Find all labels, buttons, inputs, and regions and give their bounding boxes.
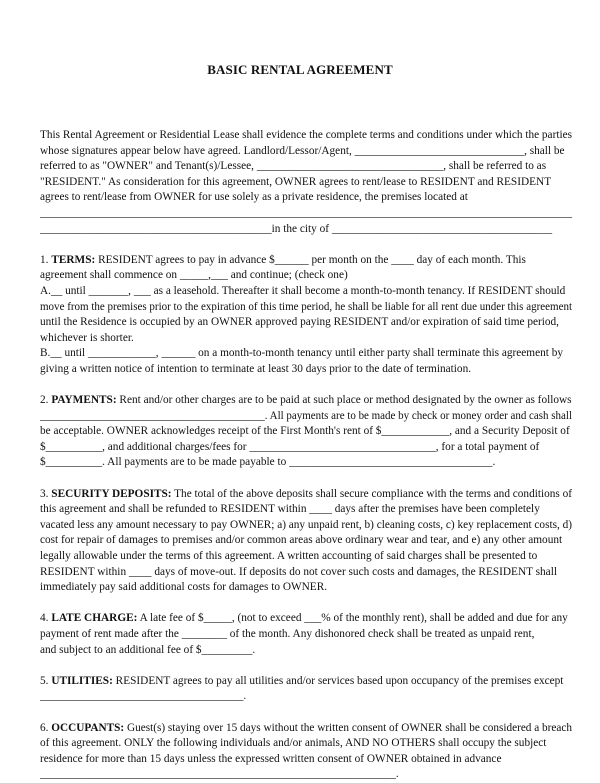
section-line: legally allowable under the terms of this agreement. A written accounting of said charges shall be presented to [40,550,538,563]
section-line: RESIDENT within ____ days of move-out. If deposits do not cover such costs and damages, the RESIDENT shall [40,565,557,578]
section-line: cost for repair of damages to premises and/or common areas above ordinary wear and tear, and e) any other amount [40,534,563,547]
section-line [40,721,573,737]
section-heading: UTILITIES: [51,674,113,687]
section-line: immediately pay said additional costs for damages to OWNER. [40,581,328,594]
section-payments [40,393,572,471]
section-number: 4. [40,612,49,625]
section-line: _______________________________________________________________. [40,768,399,781]
intro-line: agrees to rent/lease from OWNER for use solely as a private residence, the premises located at [40,191,468,204]
section-line: _________________________________________. All payments are to be made by check or money order and cash shall [40,409,572,422]
section-number: 6. [40,721,49,734]
intro-line: "RESIDENT." As consideration for this agreement, OWNER agrees to rent/lease to RESIDENT and RESIDENT [40,175,552,188]
intro-paragraph [40,128,572,237]
section-line: residence for more than 15 days unless the expressed written consent of OWNER obtained in advance [40,752,502,765]
document-title: BASIC RENTAL AGREEMENT [207,62,393,77]
section-line: giving a written notice of intention to terminate at least 30 days prior to the date of termination. [40,362,472,375]
section-line: be acceptable. OWNER acknowledges receipt of the First Month's rent of $____________, and a Security Deposit of [40,425,570,438]
document-body [40,128,572,783]
section-line: B.__ until ____________, ______ on a month-to-month tenancy until either party shall terminate this agreement by [40,347,564,360]
section-terms [40,253,572,378]
section-line: ____________________________________. [40,690,247,703]
section-line [40,393,572,409]
section-late-charge [40,611,572,658]
section-line: vacated less any amount necessary to pay OWNER; a) any unpaid rent, b) cleaning costs, c) key replacement costs, d) [40,518,573,531]
section-line: move from the premises prior to the expiration of this time period, he shall be liable for all rent due under this agreement [40,300,573,313]
section-line: this agreement and shall be refunded to RESIDENT within ____ days after the premises have been completely [40,503,540,516]
section-text: Rent and/or other charges are to be paid at such place or method designated by the owner as follows [116,394,572,407]
section-line: agreement shall commence on _____,___ and continue; (check one) [40,269,348,282]
section-line: A.__ until _______, ___ as a leasehold. Thereafter it shall become a month-to-month tenancy. If RESIDENT should [40,284,566,297]
intro-line: This Rental Agreement or Residential Lease shall evidence the complete terms and conditions under which the parties [40,129,572,141]
section-line [40,611,572,627]
intro-line: referred to as "OWNER" and Tenant(s)/Lessee, _________________________________, shall be referred to as [40,160,547,173]
section-text: The total of the above deposits shall secure compliance with the terms and conditions of [171,487,572,500]
section-text: RESIDENT agrees to pay all utilities and/or services based upon occupancy of the premises except [112,674,564,687]
section-line [40,487,571,503]
section-utilities [40,674,572,705]
intro-line: _______________________________________________________________________________________________ [40,206,572,219]
section-line: and subject to an additional fee of $_________. [40,643,256,656]
section-line: until the Residence is occupied by an OWNER approved paying RESIDENT and/or expiration of said time period, [40,316,560,329]
section-security-deposits [40,487,572,596]
intro-line: _________________________________________in the city of _______________________________________ [40,222,553,235]
section-number: 5. [40,674,49,687]
section-line: of this agreement. ONLY the following individuals and/or animals, AND NO OTHERS shall occupy the subject [40,737,547,750]
section-text: Guest(s) staying over 15 days without the written consent of OWNER shall be considered a breach [124,721,573,734]
section-heading: PAYMENTS: [51,394,117,407]
section-text: RESIDENT agrees to pay in advance $______ per month on the ____ day of each month. This [95,253,526,266]
section-line [40,674,572,690]
section-line: $__________. All payments are to be made payable to ____________________________________. [40,456,496,469]
section-line: payment of rent made after the ________ of the month. Any dishonored check shall be treated as unpaid rent, [40,628,535,640]
section-line [40,253,572,269]
section-number: 2. [40,394,49,407]
section-heading: TERMS: [51,253,96,266]
section-heading: LATE CHARGE: [51,612,138,625]
section-heading: OCCUPANTS: [51,721,125,734]
section-line: $__________, and additional charges/fees for _________________________________, for a total payment of [40,440,540,453]
section-number: 1. [40,253,49,266]
section-heading: SECURITY DEPOSITS: [51,487,172,500]
section-line: whichever is shorter. [40,331,134,344]
section-text: A late fee of $_____, (not to exceed ___% of the monthly rent), shall be added and due for any [137,612,568,625]
section-number: 3. [40,487,49,500]
intro-line: whose signatures appear below have agreed. Landlord/Lessor/Agent, ______________________________, shall be [40,144,565,157]
